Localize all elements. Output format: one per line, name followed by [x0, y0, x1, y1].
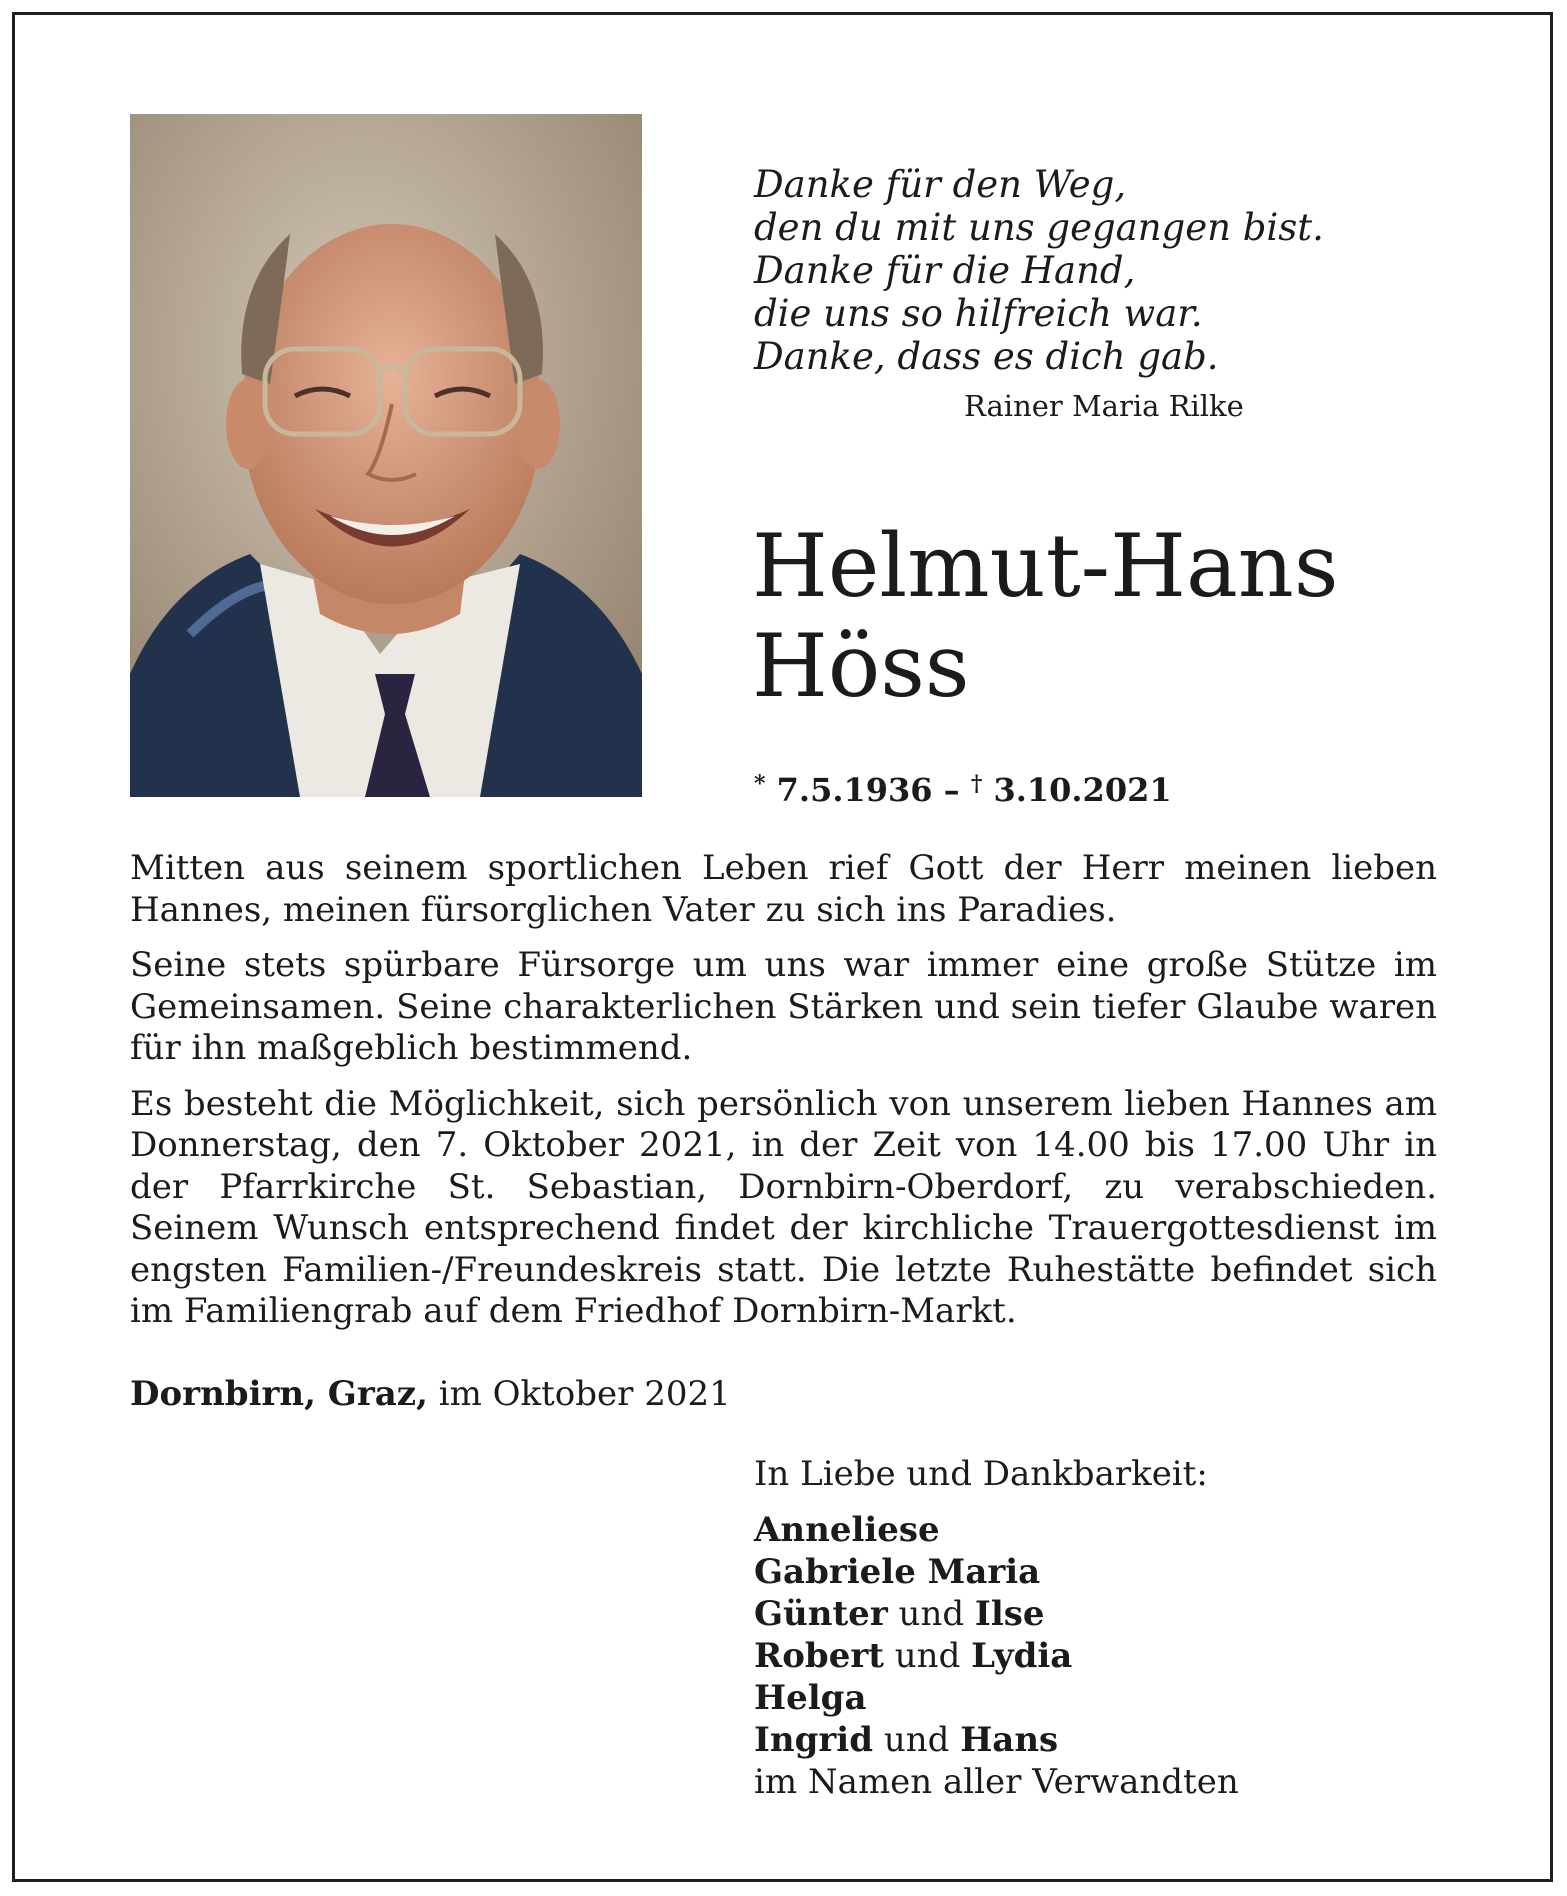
date-separator: –: [943, 771, 960, 809]
mourner-name: Gabriele Maria: [754, 1552, 1041, 1592]
mourner-name: Lydia: [971, 1636, 1073, 1676]
mourner-name: Anneliese: [754, 1510, 940, 1550]
conjunction: und: [898, 1594, 965, 1634]
right-ear: [516, 379, 560, 469]
portrait-photo: [130, 114, 642, 797]
mourner-line: [754, 1635, 1239, 1677]
places: Dornbirn, Graz,: [130, 1374, 428, 1414]
death-date: 3.10.2021: [993, 771, 1172, 809]
mourner-name: Robert: [754, 1636, 884, 1676]
deceased-name: [752, 516, 1339, 716]
date-text: im Oktober 2021: [438, 1374, 731, 1414]
poem-line: Danke für den Weg,: [754, 163, 1127, 206]
mourner-name: Hans: [960, 1720, 1059, 1760]
birth-date: 7.5.1936: [776, 771, 933, 809]
poem-author: Rainer Maria Rilke: [964, 389, 1244, 423]
mourner-line: [754, 1509, 1239, 1551]
mourner-line: [754, 1593, 1239, 1635]
paragraph: Mitten aus seinem sportlichen Leben rief Gott der Herr meinen lieben Hannes, meinen fürsorglichen Vater zu sich ins Paradies.: [130, 848, 1437, 930]
mourner-name: Günter: [754, 1594, 888, 1634]
birth-symbol: *: [754, 771, 766, 797]
mourners-intro: In Liebe und Dankbarkeit:: [754, 1454, 1208, 1494]
mourner-name: Ingrid: [754, 1720, 873, 1760]
mourner-name: Ilse: [974, 1594, 1045, 1634]
last-name: Höss: [752, 615, 970, 717]
obituary-text: [130, 848, 1437, 1347]
life-dates: [754, 760, 1172, 814]
conjunction: und: [894, 1636, 961, 1676]
poem-line: Danke für die Hand,: [754, 249, 1136, 292]
first-name: Helmut-Hans: [752, 515, 1339, 617]
poem-line: die uns so hilfreich war.: [754, 292, 1203, 335]
death-symbol: †: [970, 771, 983, 797]
paragraph: Es besteht die Möglichkeit, sich persönlich von unserem lieben Hannes am Donnerstag, den 7. Oktober 2021, in der Zeit von 14.00 bis 17.00 Uhr in der Pfarrkirche St. Sebastian, Dornbirn-Oberdorf, zu verabschieden. Seinem Wunsch entsprechend findet der kirchliche Trauergottesdienst im engsten Familien-/Freundeskreis statt. Die letzte Ruhestätte befindet sich im Familiengrab auf dem Friedhof Dornbirn-Markt.: [130, 1083, 1437, 1331]
paragraph: Seine stets spürbare Fürsorge um uns war immer eine große Stütze im Gemeinsamen. Seine charakterlichen Stärken und sein tiefer Glaube waren für ihn maßgeblich bestimmend.: [130, 945, 1437, 1068]
mourner-name: Helga: [754, 1678, 867, 1718]
mourner-line: [754, 1551, 1239, 1593]
mourners: [754, 1453, 1239, 1803]
poem-line: Danke, dass es dich gab.: [754, 335, 1219, 378]
place-and-date: [130, 1372, 731, 1416]
mourners-closing: im Namen aller Verwandten: [754, 1762, 1239, 1802]
mourner-line: [754, 1677, 1239, 1719]
poem-line: den du mit uns gegangen bist.: [754, 206, 1324, 249]
head: [242, 224, 542, 604]
conjunction: und: [883, 1720, 950, 1760]
poem: [754, 163, 1324, 378]
mourner-line: [754, 1719, 1239, 1761]
